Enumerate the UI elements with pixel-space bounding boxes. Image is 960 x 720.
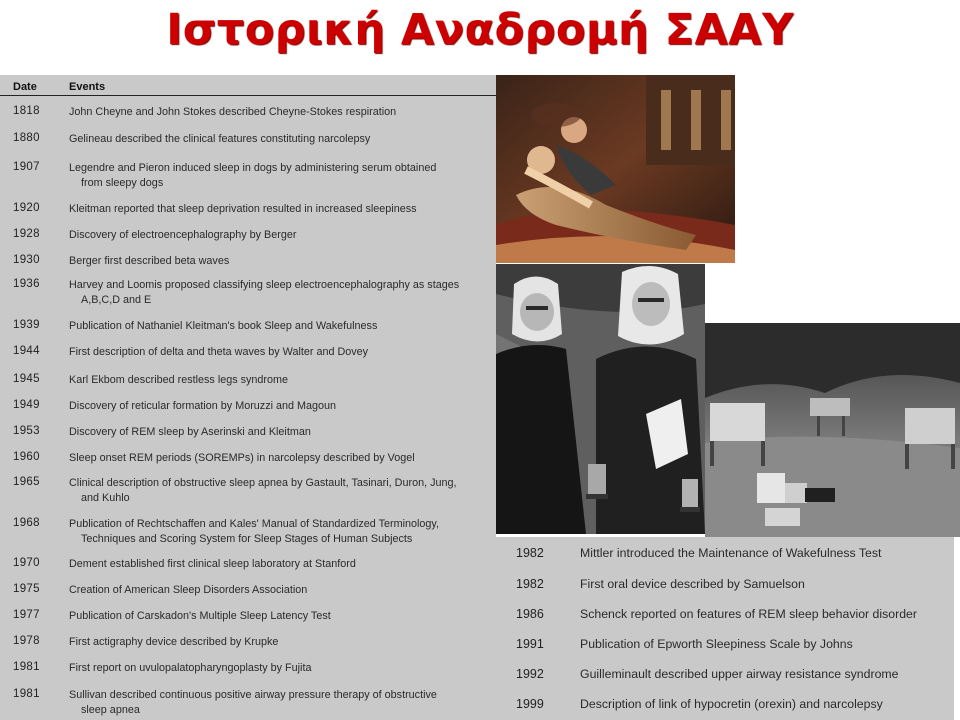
row-year: 1978 [13,635,40,647]
row-event-text: Discovery of reticular formation by Moruzzi and Magoun [69,400,337,412]
row-event-text-continued: A,B,C,D and E [81,294,152,306]
row-year: 1991 [516,637,544,651]
row-event [69,105,494,120]
row-year: 1939 [13,319,40,331]
row-event: Guilleminault described upper airway resistance syndrome [580,667,899,681]
row-event: Publication of Epworth Sleepiness Scale by Johns [580,637,853,651]
row-year: 1944 [13,345,40,357]
row-event [69,254,494,269]
row-event [69,161,494,191]
row-event [69,451,494,466]
row-year: 1818 [13,105,40,117]
sleep-painting-image [496,75,735,263]
events-column-header: Events [69,81,106,93]
row-year: 1982 [516,546,544,560]
date-column-header: Date [13,81,37,93]
row-event-text: Karl Ekbom described restless legs syndrome [69,374,289,386]
row-event-text: Discovery of electroencephalography by Berger [69,229,297,241]
row-event-text: Publication of Carskadon's Multiple Sleep Latency Test [69,610,331,622]
row-event: Schenck reported on features of REM sleep behavior disorder [580,607,917,621]
row-year: 1949 [13,399,40,411]
row-year: 1920 [13,202,40,214]
row-event [69,661,494,676]
row-event [69,345,494,360]
row-year: 1977 [13,609,40,621]
row-event [69,373,494,388]
row-event-text: Clinical description of obstructive sleep apnea by Gastault, Tasinari, Duron, Jung, [69,477,457,489]
row-event [69,557,494,572]
row-event-text: Dement established first clinical sleep laboratory at Stanford [69,558,356,570]
row-event: Mittler introduced the Maintenance of Wakefulness Test [580,546,882,560]
row-event-text: Berger first described beta waves [69,255,230,267]
row-year: 1970 [13,557,40,569]
row-event [69,476,494,506]
row-year: 1936 [13,278,40,290]
row-year: 1953 [13,425,40,437]
row-event [69,583,494,598]
row-event-text: First description of delta and theta waves by Walter and Dovey [69,346,369,358]
row-year: 1981 [13,661,40,673]
row-event-text-continued: sleep apnea [81,704,140,716]
row-event [69,635,494,650]
row-event-text: Kleitman reported that sleep deprivation resulted in increased sleepiness [69,203,417,215]
row-event [69,278,494,308]
row-event-text: Sullivan described continuous positive airway pressure therapy of obstructive [69,689,437,701]
row-event [69,399,494,414]
row-year: 1975 [13,583,40,595]
row-event-text: Publication of Nathaniel Kleitman's book Sleep and Wakefulness [69,320,378,332]
row-year: 1999 [516,697,544,711]
row-year: 1928 [13,228,40,240]
table-header [0,75,496,96]
row-year: 1880 [13,132,40,144]
row-event-text: First actigraphy device described by Krupke [69,636,279,648]
row-year: 1968 [13,517,40,529]
row-event-text-continued: and Kuhlo [81,492,130,504]
row-year: 1986 [516,607,544,621]
row-year: 1907 [13,161,40,173]
row-event [69,688,494,718]
row-event-text: Legendre and Pieron induced sleep in dogs by administering serum obtained [69,162,437,174]
row-year: 1965 [13,476,40,488]
row-event-text: First report on uvulopalatopharyngoplasty by Fujita [69,662,312,674]
row-event-text: Gelineau described the clinical features constituting narcolepsy [69,133,371,145]
row-event [69,517,494,547]
cave-researchers-photo [496,264,705,534]
row-event-text: Harvey and Loomis proposed classifying sleep electroencephalography as stages [69,279,460,291]
row-event [69,425,494,440]
row-event-text-continued: from sleepy dogs [81,177,164,189]
row-event-text: Discovery of REM sleep by Aserinski and Kleitman [69,426,311,438]
row-year: 1960 [13,451,40,463]
row-event [69,202,494,217]
row-event [69,319,494,334]
row-event-text: Publication of Rechtschaffen and Kales' Manual of Standardized Terminology, [69,518,439,530]
row-year: 1945 [13,373,40,385]
cave-camp-photo [705,323,960,537]
row-year: 1930 [13,254,40,266]
row-event-text-continued: Techniques and Scoring System for Sleep Stages of Human Subjects [81,533,413,545]
row-event: Description of link of hypocretin (orexin) and narcolepsy [580,697,883,711]
row-event [69,609,494,624]
row-event-text: Sleep onset REM periods (SOREMPs) in narcolepsy described by Vogel [69,452,415,464]
row-year: 1981 [13,688,40,700]
row-event-text: John Cheyne and John Stokes described Cheyne-Stokes respiration [69,106,397,118]
row-event-text: Creation of American Sleep Disorders Association [69,584,308,596]
slide-title: Ιστορική Αναδρομή ΣΑΑΥ [166,5,794,55]
row-event: First oral device described by Samuelson [580,577,805,591]
row-event [69,132,494,147]
row-event [69,228,494,243]
history-table-continued [496,537,954,720]
row-year: 1992 [516,667,544,681]
row-year: 1982 [516,577,544,591]
history-table [0,75,496,720]
